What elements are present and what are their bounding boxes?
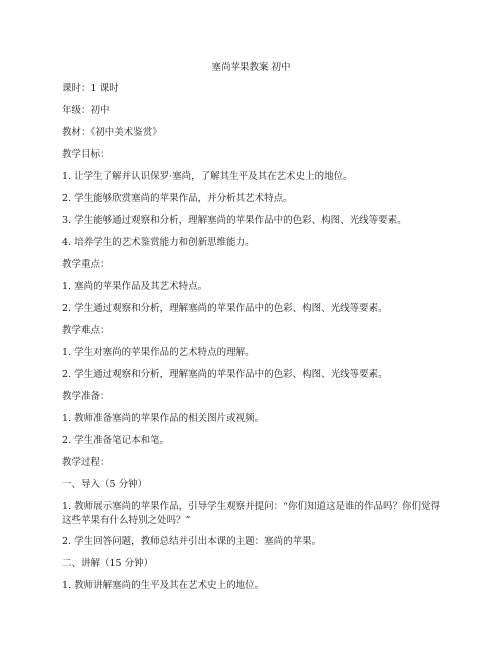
process-lecture-1: 1. 教师讲解塞尚的生平及其在艺术史上的地位。 [62, 580, 265, 591]
section-heading-process: 教学过程： [62, 457, 110, 468]
section-heading-objectives: 教学目标： [62, 149, 110, 160]
objective-1: 1. 让学生了解并认识保罗·塞尚，了解其生平及其在艺术史上的地位。 [62, 171, 353, 182]
process-intro-2: 2. 学生回答问题，教师总结并引出本课的主题：塞尚的苹果。 [62, 536, 322, 547]
objective-4: 4. 培养学生的艺术鉴赏能力和创新思维能力。 [62, 237, 255, 248]
objective-3: 3. 学生能够通过观察和分析，理解塞尚的苹果作品中的色彩、构图、光线等要素。 [62, 215, 407, 226]
section-heading-preparation: 教学准备： [62, 391, 110, 402]
objective-2: 2. 学生能够欣赏塞尚的苹果作品，并分析其艺术特点。 [62, 193, 293, 204]
process-step-lecture: 二、讲解（15 分钟） [62, 558, 154, 569]
section-heading-key-points: 教学重点： [62, 259, 110, 270]
difficulty-2: 2. 学生通过观察和分析，理解塞尚的苹果作品中的色彩、构图、光线等要素。 [62, 369, 388, 380]
process-step-intro: 一、导入（5 分钟） [62, 479, 148, 490]
key-point-1: 1. 塞尚的苹果作品及其艺术特点。 [62, 281, 208, 292]
document-title: 塞尚苹果教案 初中 [211, 62, 291, 73]
process-intro-1: 1. 教师展示塞尚的苹果作品，引导学生观察并提问：“你们知道这是谁的作品吗？你们觉得这些苹果有什么特别之处吗？” [62, 501, 440, 526]
key-point-2: 2. 学生通过观察和分析，理解塞尚的苹果作品中的色彩、构图、光线等要素。 [62, 303, 388, 314]
preparation-2: 2. 学生准备笔记本和笔。 [62, 435, 170, 446]
preparation-1: 1. 教师准备塞尚的苹果作品的相关图片或视频。 [62, 413, 265, 424]
lesson-hours: 课时：1 课时 [62, 83, 119, 94]
grade: 年级：初中 [62, 105, 110, 116]
difficulty-1: 1. 学生对塞尚的苹果作品的艺术特点的理解。 [62, 347, 255, 358]
section-heading-difficulties: 教学难点： [62, 325, 110, 336]
textbook: 教材：《初中美术鉴赏》 [62, 127, 162, 138]
